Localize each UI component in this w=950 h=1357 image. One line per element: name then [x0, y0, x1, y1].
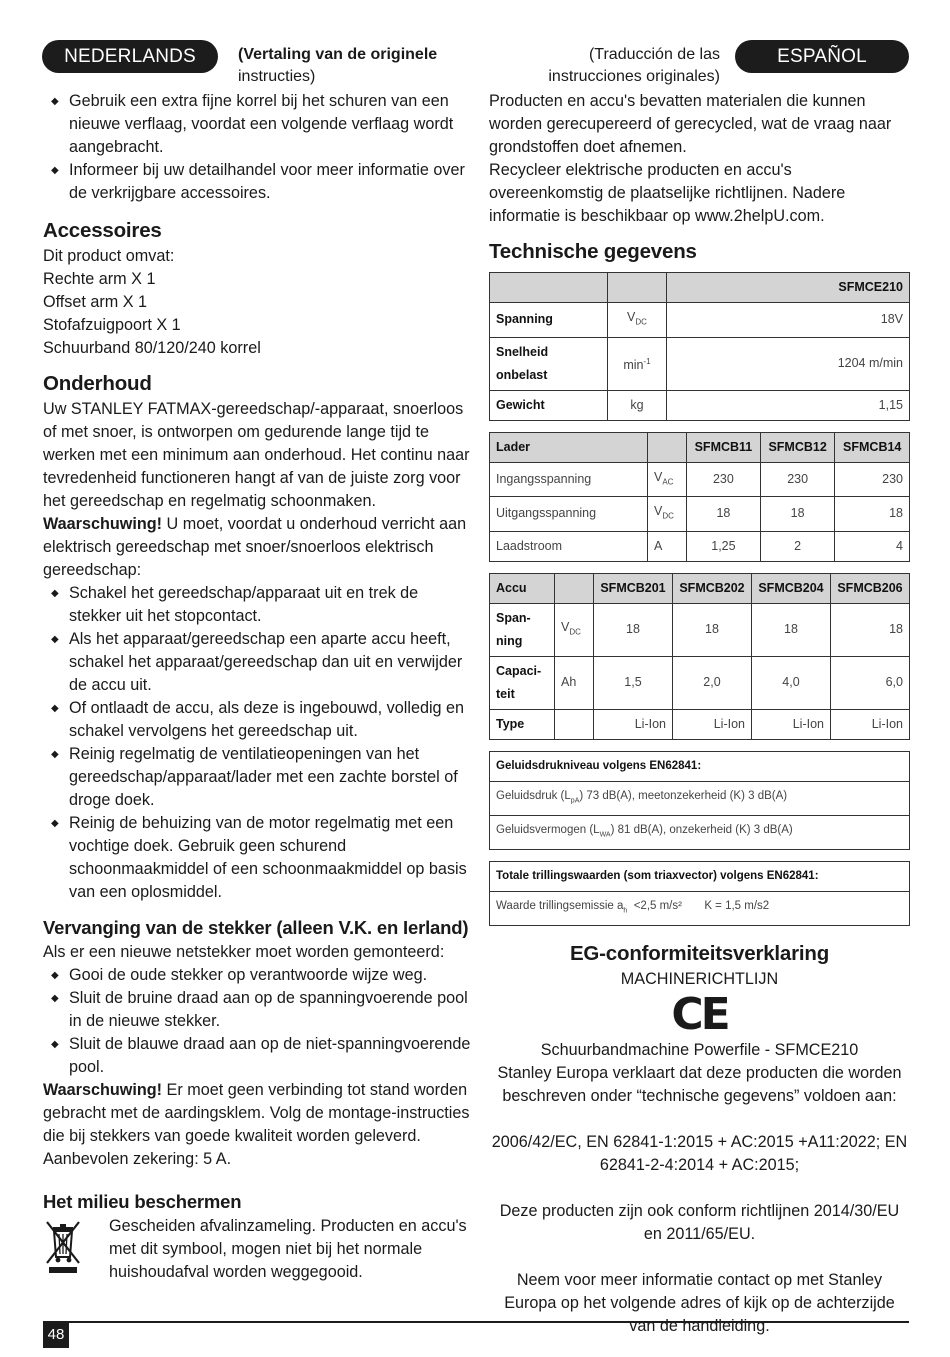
model-header: SFMCB14 [835, 432, 910, 462]
value-cell: 18 [752, 603, 831, 656]
table-row [490, 656, 910, 709]
accessories-line: Stofafzuigpoort X 1 [43, 316, 181, 334]
table-row [490, 751, 910, 781]
row-label: Snelheid onbelast [490, 337, 608, 390]
accessories-line: Offset arm X 1 [43, 293, 148, 311]
list-item: ◆ Informeer bij uw detailhandel voor meer informatie over de verkrijgbare accessoires. [43, 159, 471, 205]
table-row [490, 462, 910, 497]
conformity-declare: Stanley Europa verklaart dat deze producten die worden beschreven onder “technische gegevens” voldoen aan: [497, 1064, 902, 1106]
table-row [490, 273, 910, 303]
value-cell: Li-Ion [673, 709, 752, 739]
table-row [490, 892, 910, 926]
translation-note-dutch: (Vertaling van de originele instructies) [238, 46, 438, 85]
value-cell: 1,5 [594, 656, 673, 709]
recycle-text: Recycleer elektrische producten en accu's overeenkomstig de plaatselijke richtlijnen. Nadere informatie is beschikbaar op www.2helpU.com. [489, 161, 846, 225]
model-header: SFMCB12 [760, 432, 835, 462]
plug-bullets [43, 964, 471, 1079]
list-item: ◆ Gooi de oude stekker op verantwoorde wijze weg. [43, 964, 471, 987]
conformity-heading: EG-conformiteitsverklaring [569, 942, 830, 966]
translation-note-spanish: (Traducción de las instrucciones originales) [548, 46, 720, 85]
table-row [490, 390, 910, 420]
value-cell: 4,0 [752, 656, 831, 709]
row-label: Capaci-teit [490, 656, 555, 709]
table-row [490, 337, 910, 390]
conformity-section [489, 940, 910, 1338]
maintenance-bullets [43, 582, 471, 904]
unit-cell: $V_{DC}$ [648, 497, 687, 532]
value-cell: 18 [687, 497, 761, 532]
noise-pressure: Geluidsdruk $(L_{pA})$ 73 dB(A), meetonzekerheid (K) 3 dB(A) [490, 781, 910, 815]
vibration-table [489, 861, 910, 926]
value-cell: 230 [687, 462, 761, 497]
unit-cell: A [648, 531, 687, 561]
list-item: ◆ Reinig regelmatig de ventilatieopeningen van het gereedschap/apparaat/lader met een zachte borstel of droge doek. [43, 743, 471, 812]
list-item: ◆ Gebruik een extra fijne korrel bij het schuren van een nieuwe verflaag, voordat een volgende verflaag wordt aangebracht. [43, 90, 471, 159]
value-cell: 18 [673, 603, 752, 656]
technical-data-heading: Technische gegevens [489, 240, 697, 263]
recycle-text: Producten en accu's bevatten materialen die kunnen worden gerecupereerd of gerecycled, wat de vraag naar grondstoffen doet afnemen. [489, 92, 892, 156]
value-cell: Li-Ion [831, 709, 910, 739]
unit-cell: $\min^{-1}$ [608, 337, 667, 390]
row-label: Uitgangsspanning [490, 497, 648, 532]
conformity-directives: Deze producten zijn ook conform richtlijnen 2014/30/EU en 2011/65/EU. [499, 1202, 900, 1244]
table-row [490, 497, 910, 532]
value-cell: Li-Ion [752, 709, 831, 739]
value-cell: 1,25 [687, 531, 761, 561]
value-cell: 2,0 [673, 656, 752, 709]
table-row [490, 432, 910, 462]
conformity-standards: 2006/42/EC, EN 62841-1:2015 + AC:2015 +A11:2022; EN 62841-2-4:2014 + AC:2015; [491, 1133, 908, 1175]
table-row [490, 781, 910, 815]
table-row [490, 603, 910, 656]
row-label: Laadstroom [490, 531, 648, 561]
accessories-line: Schuurband 80/120/240 korrel [43, 339, 261, 357]
left-column [43, 90, 471, 1284]
model-header: SFMCB201 [594, 573, 673, 603]
language-tab-spanish: ESPAÑOL [735, 40, 909, 73]
accessories-line: Dit product omvat: [43, 247, 175, 265]
model-header: SFMCB202 [673, 573, 752, 603]
battery-spec-table [489, 573, 910, 740]
list-item: ◆ Als het apparaat/gereedschap een aparte accu heeft, schakel het apparaat/gereedschap dan uit en verwijder de accu uit. [43, 628, 471, 697]
value-cell: 230 [760, 462, 835, 497]
row-label: Type [490, 709, 555, 739]
plug-warning: Waarschuwing! Er moet geen verbinding tot stand worden gebracht met de aardingsklem. Volg de montage-instructies die bij stekkers van goede kwaliteit worden geleverd. Aanbevolen zekering: 5 A. [43, 1081, 470, 1168]
value-cell: 4 [835, 531, 910, 561]
unit-cell: $V_{AC}$ [648, 462, 687, 497]
tool-spec-table [489, 272, 910, 421]
value-cell: 18 [835, 497, 910, 532]
list-item: ◆ Sluit de blauwe draad aan op de niet-spanningvoerende pool. [43, 1033, 471, 1079]
row-label: Spanning [490, 303, 608, 338]
environment-heading: Het milieu beschermen [43, 1191, 242, 1212]
row-label: Ingangsspanning [490, 462, 648, 497]
noise-power: Geluidsvermogen $(L_{WA})$ 81 dB(A), onzekerheid (K) 3 dB(A) [490, 815, 910, 849]
maintenance-text: Uw STANLEY FATMAX-gereedschap/-apparaat, snoerloos of met snoer, is ontworpen om gedurende lange tijd te werken met een minimum aan onderhoud. Het continu naar tevredenheid functioneren hangt af van de juiste zorg voor het gereedschap en regelmatig schoonmaken. [43, 400, 470, 510]
charger-spec-table [489, 432, 910, 562]
list-item: ◆ Of ontlaadt de accu, als deze is ingebouwd, volledig en schakel vervolgens het gereedschap uit. [43, 697, 471, 743]
plug-heading: Vervanging van de stekker (alleen V.K. en Ierland) [43, 917, 469, 938]
right-column [489, 90, 910, 1338]
table-row [490, 709, 910, 739]
vibration-value: Waarde trillingsemissie $a_h <2,5$ m/s² K = 1,5 m/s2 [490, 892, 910, 926]
value-cell: 230 [835, 462, 910, 497]
value-cell: 6,0 [831, 656, 910, 709]
model-header: SFMCB206 [831, 573, 910, 603]
table-row [490, 531, 910, 561]
row-label: Span-ning [490, 603, 555, 656]
unit-cell: $V_{DC}$ [608, 303, 667, 338]
noise-header: Geluidsdrukniveau volgens EN62841: [490, 751, 910, 781]
crossed-bin-icon [43, 1219, 95, 1282]
plug-intro: Als er een nieuwe netstekker moet worden gemonteerd: [43, 943, 445, 961]
conformity-contact: Neem voor meer informatie contact op met Stanley Europa op het volgende adres of kijk op de achterzijde van de handleiding. [504, 1271, 895, 1336]
weee-block [43, 1215, 471, 1284]
model-header: SFMCB204 [752, 573, 831, 603]
unit-cell [555, 709, 594, 739]
vibration-header: Totale trillingswaarden (som triaxvector) volgens EN62841: [490, 862, 910, 892]
table-row [490, 573, 910, 603]
page-number: 48 [43, 1322, 69, 1348]
conformity-product: Schuurbandmachine Powerfile - SFMCE210 [540, 1041, 859, 1060]
value-cell: 18 [594, 603, 673, 656]
model-header: SFMCE210 [667, 273, 910, 303]
maintenance-warning: Waarschuwing! U moet, voordat u onderhoud verricht aan elektrisch gereedschap met snoer/snoerloos elektrisch gereedschap: [43, 515, 467, 579]
list-item: ◆ Reinig de behuizing van de motor regelmatig met een vochtige doek. Gebruik geen schurend schoonmaakmiddel of een schoonmaakmiddel op basis van een oplosmiddel. [43, 812, 471, 904]
table-row [490, 862, 910, 892]
battery-header: Accu [490, 573, 555, 603]
list-item: ◆ Schakel het gereedschap/apparaat uit en trek de stekker uit het stopcontact. [43, 582, 471, 628]
accessories-line: Rechte arm X 1 [43, 270, 156, 288]
ce-mark-icon: CE [671, 989, 728, 1041]
value-cell: 18 [831, 603, 910, 656]
value-cell: 1204 m/min [667, 337, 910, 390]
environment-text: Gescheiden afvalinzameling. Producten en accu's met dit symbool, mogen niet bij het normale huishoudafval worden weggegooid. [109, 1217, 467, 1281]
maintenance-heading: Onderhoud [43, 372, 152, 395]
unit-cell: Ah [555, 656, 594, 709]
value-cell: 1,15 [667, 390, 910, 420]
value-cell: 2 [760, 531, 835, 561]
unit-cell: $V_{DC}$ [555, 603, 594, 656]
table-row [490, 303, 910, 338]
row-label: Gewicht [490, 390, 608, 420]
value-cell: 18V [667, 303, 910, 338]
model-header: SFMCB11 [687, 432, 761, 462]
charger-header: Lader [490, 432, 648, 462]
language-tab-dutch: NEDERLANDS [42, 40, 218, 73]
value-cell: 18 [760, 497, 835, 532]
unit-cell: kg [608, 390, 667, 420]
list-item: ◆ Sluit de bruine draad aan op de spanningvoerende pool in de nieuwe stekker. [43, 987, 471, 1033]
table-row [490, 815, 910, 849]
value-cell: Li-Ion [594, 709, 673, 739]
intro-bullets [43, 90, 471, 205]
footer-divider [43, 1321, 909, 1323]
noise-table [489, 751, 910, 851]
accessories-heading: Accessoires [43, 219, 162, 242]
conformity-subtitle: MACHINERICHTLIJN [620, 970, 779, 989]
